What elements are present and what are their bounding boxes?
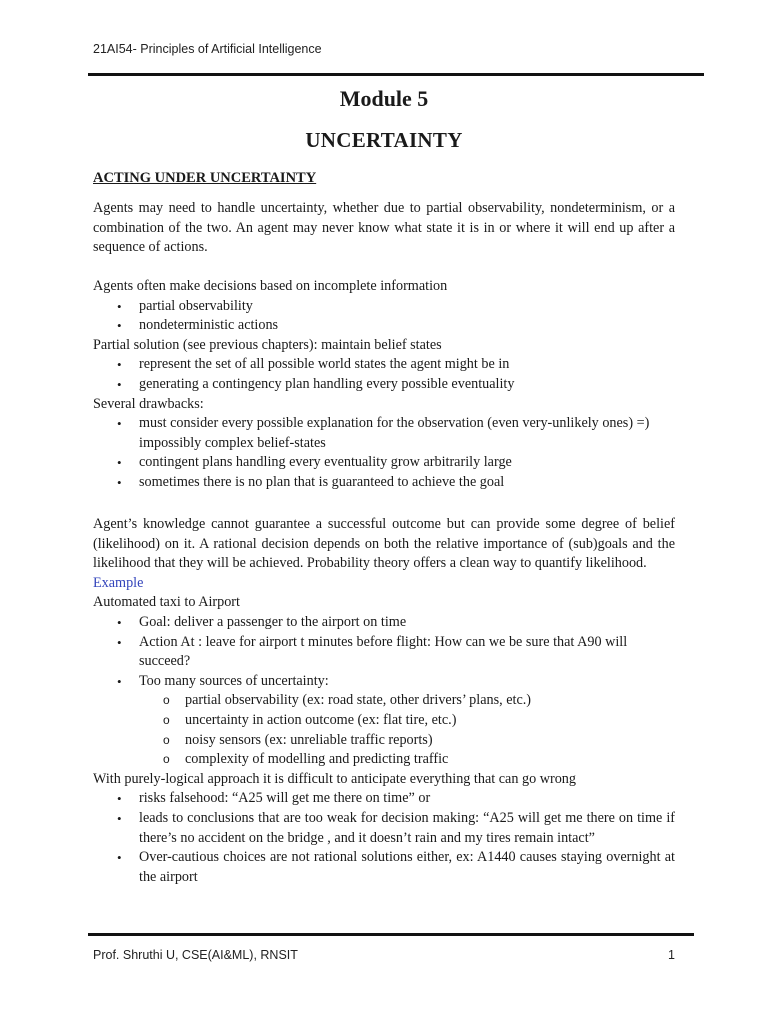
circle-bullet-icon: o (163, 693, 170, 708)
list-item: o noisy sensors (ex: unreliable traffic reports) (139, 731, 675, 751)
list-item: • Too many sources of uncertainty: o partial observability (ex: road state, other drivers’ plans, etc.) o uncertainty in action outcome (ex: flat tire, etc.) o noisy sensors (ex: unreliable traffic reports) o complexity of modelling and predicting traffic (93, 672, 675, 770)
bullet-icon: • (117, 357, 122, 373)
bullet-icon: • (117, 416, 122, 432)
belief-state-block (93, 277, 675, 493)
example-list (93, 613, 675, 770)
logical-approach-intro: With purely-logical approach it is difficult to anticipate everything that can go wrong (93, 770, 576, 787)
bullet-icon: • (117, 318, 122, 334)
example-title: Automated taxi to Airport (93, 594, 240, 611)
list-item: • Action At : leave for airport t minutes before flight: How can we be sure that A90 will succeed? (117, 633, 628, 670)
list-item: • Over-cautious choices are not rational solutions either, ex: A1440 causes staying overnight at the airport (117, 849, 675, 885)
example-block (93, 515, 675, 887)
list-item: • leads to conclusions that are too weak for decision making: “A25 will get me there on time if there’s no accident on the bridge , and it doesn’t rain and my tires remain intact” (117, 809, 675, 846)
module-title: Module 5 (339, 86, 429, 111)
bullet-icon: • (117, 850, 122, 866)
list-item: o complexity of modelling and predicting traffic (139, 750, 675, 770)
bullet-icon: • (117, 791, 122, 807)
bullet-icon: • (117, 810, 122, 826)
partial-solution-intro: Partial solution (see previous chapters): maintain belief states (93, 336, 442, 353)
list-item: • must consider every possible explanation for the observation (even very-unlikely ones) =) impossibly complex belief-states (117, 415, 650, 451)
list-item: • generating a contingency plan handling every possible eventuality (93, 375, 675, 395)
list-item: • contingent plans handling every eventuality grow arbitrarily large (93, 453, 675, 473)
knowledge-paragraph: Agent’s knowledge cannot guarantee a successful outcome but can provide some degree of belief (likelihood) on it. A rational decision depends on both the relative importance of (sub)goals and the likelihood that they will be achieved. Probability theory offers a clean way to quantify likelihood. (93, 516, 675, 572)
logical-approach-list (93, 789, 675, 887)
list-item: o partial observability (ex: road state, other drivers’ plans, etc.) (139, 691, 675, 711)
bullet-icon: • (117, 673, 122, 689)
circle-bullet-icon: o (163, 732, 170, 747)
page-number: 1 (668, 948, 675, 962)
partial-solution-list (93, 355, 675, 394)
circle-bullet-icon: o (163, 752, 170, 767)
bullet-icon: • (117, 634, 122, 650)
list-item: • represent the set of all possible world states the agent might be in (93, 355, 675, 375)
bullet-icon: • (117, 455, 122, 471)
list-item: o uncertainty in action outcome (ex: flat tire, etc.) (139, 711, 675, 731)
bullet-icon: • (117, 298, 122, 314)
section-heading: ACTING UNDER UNCERTAINTY (93, 170, 317, 186)
list-item: • Goal: deliver a passenger to the airport on time (93, 613, 675, 633)
drawbacks-list (93, 414, 675, 492)
decisions-intro: Agents often make decisions based on incomplete information (93, 278, 448, 294)
header-divider (88, 73, 704, 76)
chapter-title: UNCERTAINTY (305, 128, 463, 152)
decisions-list (93, 297, 675, 336)
bullet-icon: • (117, 474, 122, 490)
intro-paragraph: Agents may need to handle uncertainty, whether due to partial observability, nondeterminism, or a combination of the two. An agent may never know what state it is in or where it will end up after a sequence of actions. (93, 200, 675, 256)
list-item: • partial observability (93, 297, 675, 317)
drawbacks-intro: Several drawbacks: (93, 395, 204, 412)
list-item: • nondeterministic actions (93, 316, 675, 336)
example-label: Example (93, 574, 144, 591)
footer-divider (88, 933, 694, 936)
list-item: • risks falsehood: “A25 will get me there on time” or (93, 789, 675, 809)
bullet-icon: • (117, 376, 122, 392)
circle-bullet-icon: o (163, 712, 170, 727)
footer-author: Prof. Shruthi U, CSE(AI&ML), RNSIT (93, 948, 298, 962)
bullet-icon: • (117, 614, 122, 630)
course-header: 21AI54- Principles of Artificial Intelligence (93, 42, 322, 56)
list-item: • sometimes there is no plan that is guaranteed to achieve the goal (93, 473, 675, 493)
uncertainty-sources-list (139, 691, 675, 769)
intro-block (93, 199, 675, 258)
